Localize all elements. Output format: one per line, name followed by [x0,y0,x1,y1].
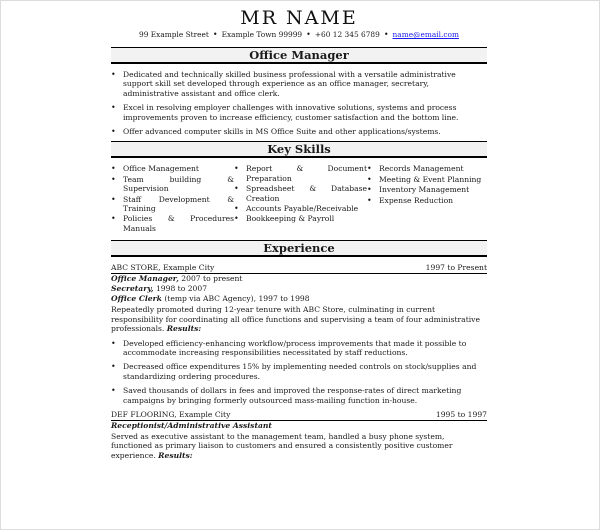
skills-column [111,164,234,234]
result-item: • Decreased office expenditures 15% by implementing needed controls on stock/supplies and standardizing ordering procedures. [111,362,487,381]
skill-item: • Expense Reduction [367,196,485,205]
skill-item: • Staff Development & Training [111,195,234,214]
skill-item: • Office Management [111,164,234,173]
employer: ABC STORE, Example City [111,263,215,273]
candidate-name: MR NAME [240,7,358,29]
town: Example Town 99999 [221,30,303,39]
role-line [111,294,487,304]
skill-item: • Team building & Supervision [111,175,234,194]
section-heading-summary: Office Manager [111,47,487,64]
separator-dot: • [306,30,311,39]
skill-item: • Spreadsheet & Database Creation [234,184,367,203]
address: 99 Example Street [139,30,209,39]
role-detail: 1998 to 2007 [153,284,208,294]
role-title: Office Clerk [111,294,162,304]
summary-item: • Offer advanced computer skills in MS Office Suite and other applications/systems. [111,127,487,136]
job-dates: 1995 to 1997 [435,409,487,419]
role-detail: 2007 to present [178,274,243,284]
section-heading-skills: Key Skills [111,141,487,158]
skill-item: • Records Management [367,164,485,173]
skill-item: • Bookkeeping & Payroll [234,214,367,223]
job-dates: 1997 to Present [425,263,487,273]
separator-dot: • [212,30,218,39]
skill-item: • Inventory Management [367,185,485,194]
skills-column [367,164,485,234]
result-item: • Saved thousands of dollars in fees and improved the response-rates of direct marketing campaigns by bringing formerly outsourced mass-mailing function in-house. [111,386,487,405]
skill-item: • Policies & Procedures Manuals [111,214,234,233]
role-line [111,274,487,284]
description-text: Served as executive assistant to the management team, handled a busy phone system, functioned as primary liaison to customers and ensured a consistently positive customer experience. [111,431,453,460]
skill-item: • Accounts Payable/Receivable [234,204,367,213]
employer: DEF FLOORING, Example City [111,409,231,419]
skills-column [234,164,367,234]
summary-item: • Dedicated and technically skilled business professional with a versatile administrative support skill set developed through experience as an office manager, secretary, administrative assistant and office clerk. [111,70,487,98]
phone: +60 12 345 6789 [314,30,380,39]
job-entry [111,263,487,405]
role-title: Receptionist/Administrative Assistant [111,420,272,430]
result-item: • Developed efficiency-enhancing workflow/process improvements that made it possible to accommodate increasing responsibilities necessitated by staff reductions. [111,339,487,358]
resume-page [111,0,487,460]
skill-item: • Meeting & Event Planning [367,175,485,184]
role-line [111,421,487,431]
email-link[interactable]: name@email.com [392,30,459,39]
job-description [111,432,487,460]
separator-dot: • [383,30,389,39]
description-text: Repeatedly promoted during 12-year tenure with ABC Store, culminating in current responsibility for coordinating all office functions and supervising a team of four administrative professionals. [111,305,480,334]
contact-line [111,30,487,40]
role-detail: (temp via ABC Agency), 1997 to 1998 [161,294,310,304]
job-header [111,263,487,274]
job-description [111,305,487,333]
role-title: Secretary, [111,284,154,294]
summary-item: • Excel in resolving employer challenges with innovative solutions, systems and process improvements proven to increase efficiency, customer satisfaction and the bottom line. [111,103,487,122]
role-title: Office Manager, [111,274,179,284]
summary-list [111,70,487,136]
skills-grid [111,164,487,234]
results-label: Results: [166,324,202,334]
results-list [111,339,487,405]
skill-item: • Report & Document Preparation [234,164,367,183]
role-line [111,284,487,294]
job-entry [111,410,487,460]
job-header [111,410,487,421]
results-label: Results: [158,450,193,460]
section-heading-experience: Experience [111,240,487,257]
